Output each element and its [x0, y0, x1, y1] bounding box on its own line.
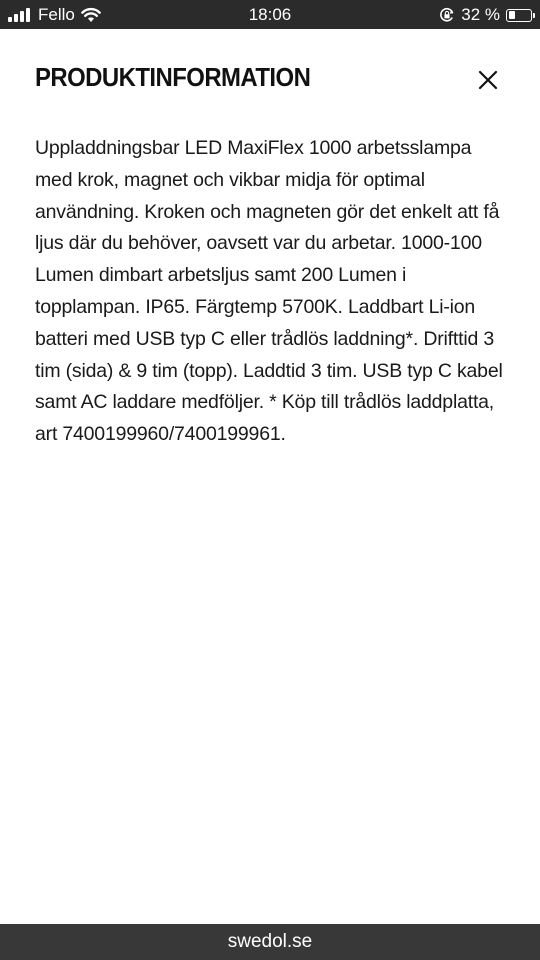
browser-domain: swedol.se	[227, 931, 313, 952]
close-button[interactable]	[472, 64, 504, 96]
product-description: Uppladdningsbar LED MaxiFlex 1000 arbetsslampa med krok, magnet och vikbar midja för optimal användning. Kroken och magneten gör det enkelt att få ljus där du behöver, oavsett var du arbetar. 1000-100 Lumen dimbart arbetsljus samt 200 Lumen i topplampan. IP65. Färgtemp 5700K. Laddbart Li-ion batteri med USB typ C eller trådlös laddning*. Drifttid 3 tim (sida) & 9 tim (topp). Laddtid 3 tim. USB typ C kabel samt AC laddare medföljer. * Köp till trådlös laddplatta, art 7400199960/7400199961.	[35, 137, 503, 446]
status-time: 18:06	[248, 5, 292, 24]
orientation-lock-icon	[439, 7, 455, 23]
status-bar	[0, 0, 540, 29]
status-right	[439, 4, 532, 26]
battery-tip	[533, 13, 535, 18]
battery-fill	[509, 11, 515, 19]
carrier-name: Fello	[38, 5, 75, 24]
battery-icon	[506, 9, 532, 22]
browser-url-bar[interactable]	[0, 924, 540, 960]
close-icon	[472, 64, 504, 96]
battery-percentage: 32 %	[461, 5, 500, 24]
page-title: PRODUKTINFORMATION	[35, 62, 311, 92]
